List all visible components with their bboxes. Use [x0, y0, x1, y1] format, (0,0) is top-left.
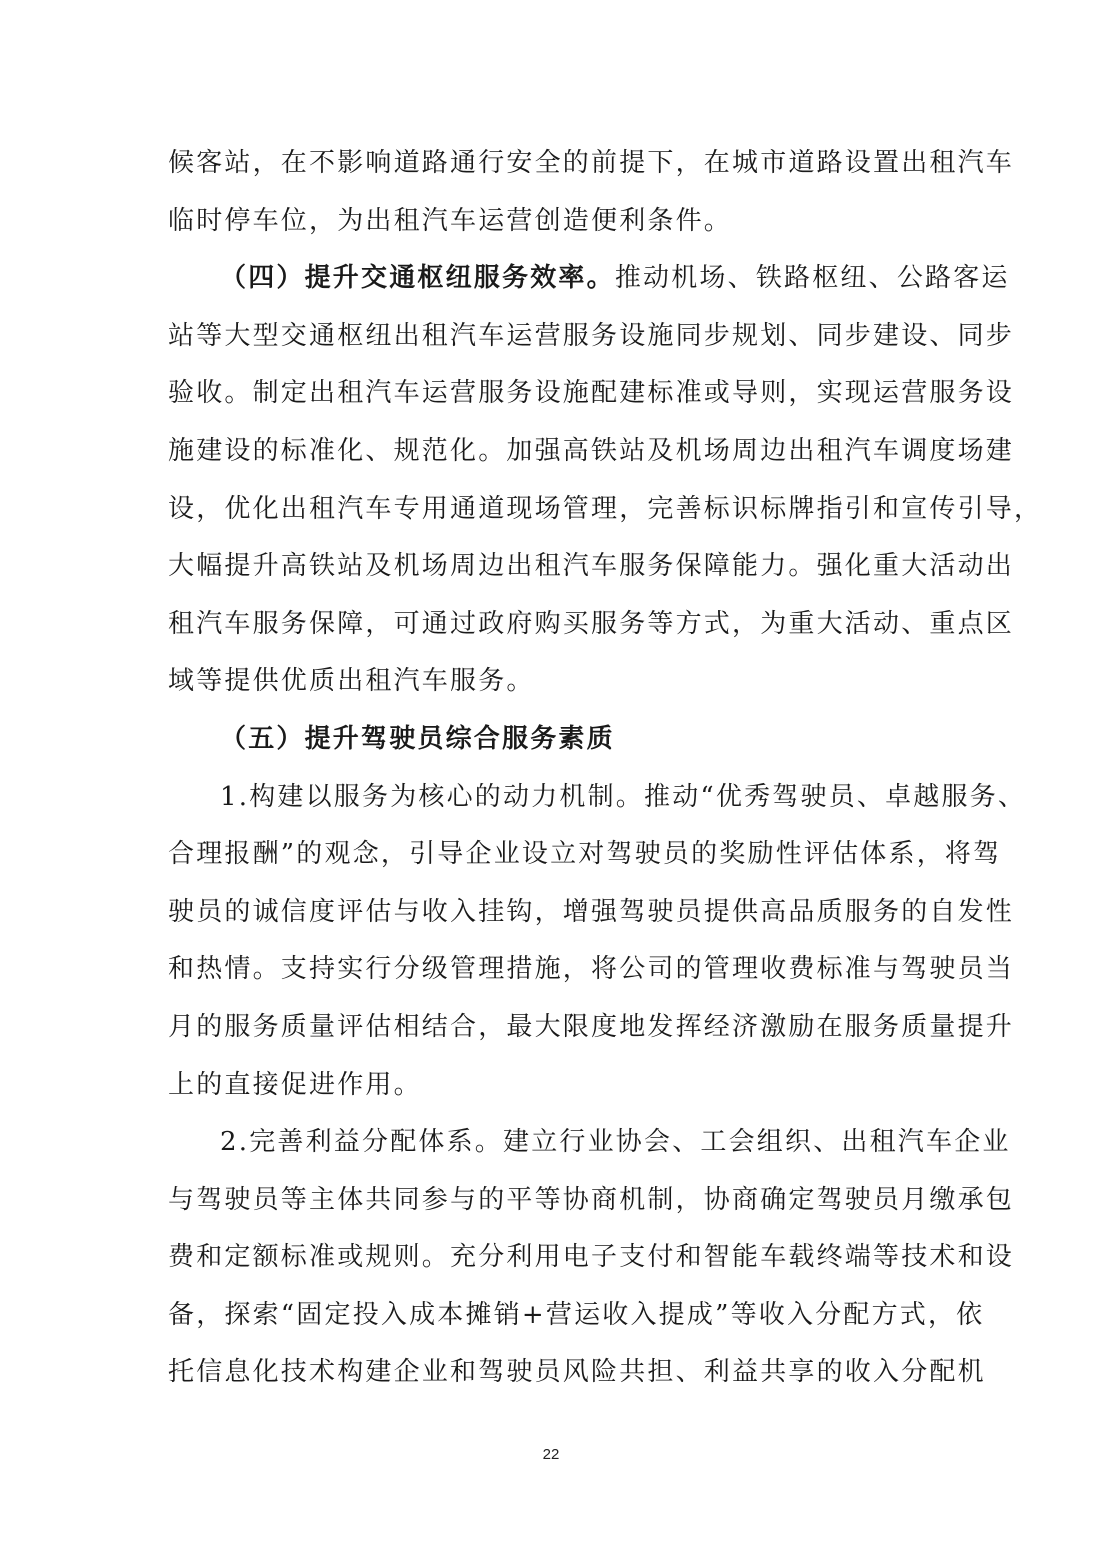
paragraph-line: 验收。制定出租汽车运营服务设施配建标准或导则，实现运营服务设 [168, 378, 1015, 409]
paragraph-line: 驶员的诚信度评估与收入挂钩，增强驾驶员提供高品质服务的自发性 [168, 896, 1015, 927]
section-heading: （五）提升驾驶员综合服务素质 [220, 723, 615, 754]
paragraph-line: 施建设的标准化、规范化。加强高铁站及机场周边出租汽车调度场建 [168, 435, 1015, 466]
paragraph-line: 临时停车位，为出租汽车运营创造便利条件。 [168, 205, 733, 236]
paragraph-line: 与驾驶员等主体共同参与的平等协商机制，协商确定驾驶员月缴承包 [168, 1184, 1015, 1215]
paragraph-line: 托信息化技术构建企业和驾驶员风险共担、利益共享的收入分配机 [168, 1357, 986, 1388]
page-number: 22 [542, 1446, 560, 1463]
document-body [168, 135, 1043, 1402]
paragraph-line: 站等大型交通枢纽出租汽车运营服务设施同步规划、同步建设、同步 [168, 320, 1015, 351]
paragraph-line: 域等提供优质出租汽车服务。 [168, 666, 535, 697]
paragraph-line: 和热情。支持实行分级管理措施，将公司的管理收费标准与驾驶员当 [168, 954, 1015, 985]
paragraph-line: 设，优化出租汽车专用通道现场管理，完善标识标牌指引和宣传引导， [168, 493, 1043, 524]
paragraph-line: 大幅提升高铁站及机场周边出租汽车服务保障能力。强化重大活动出 [168, 551, 1015, 582]
paragraph-text: 推动机场、铁路枢纽、公路客运 [614, 263, 1010, 294]
paragraph-line: 1.构建以服务为核心的动力机制。推动“优秀驾驶员、卓越服务、 [220, 781, 1027, 812]
paragraph-line-with-heading [168, 250, 1010, 308]
paragraph-line: 合理报酬”的观念，引导企业设立对驾驶员的奖励性评估体系，将驾 [168, 839, 1002, 870]
paragraph-line: 月的服务质量评估相结合，最大限度地发挥经济激励在服务质量提升 [168, 1011, 1015, 1042]
paragraph-line: 2.完善利益分配体系。建立行业协会、工会组织、出租汽车企业 [220, 1127, 1011, 1158]
paragraph-line: 费和定额标准或规则。充分利用电子支付和智能车载终端等技术和设 [168, 1242, 1015, 1273]
paragraph-line: 上的直接促进作用。 [168, 1069, 422, 1100]
paragraph-line: 备，探索“固定投入成本摊销+营运收入提成”等收入分配方式，依 [168, 1299, 985, 1330]
paragraph-line: 候客站，在不影响道路通行安全的前提下，在城市道路设置出租汽车 [168, 148, 1015, 178]
inline-heading: （四）提升交通枢纽服务效率。 [220, 263, 615, 294]
paragraph-line: 租汽车服务保障，可通过政府购买服务等方式，为重大活动、重点区 [168, 608, 1015, 639]
